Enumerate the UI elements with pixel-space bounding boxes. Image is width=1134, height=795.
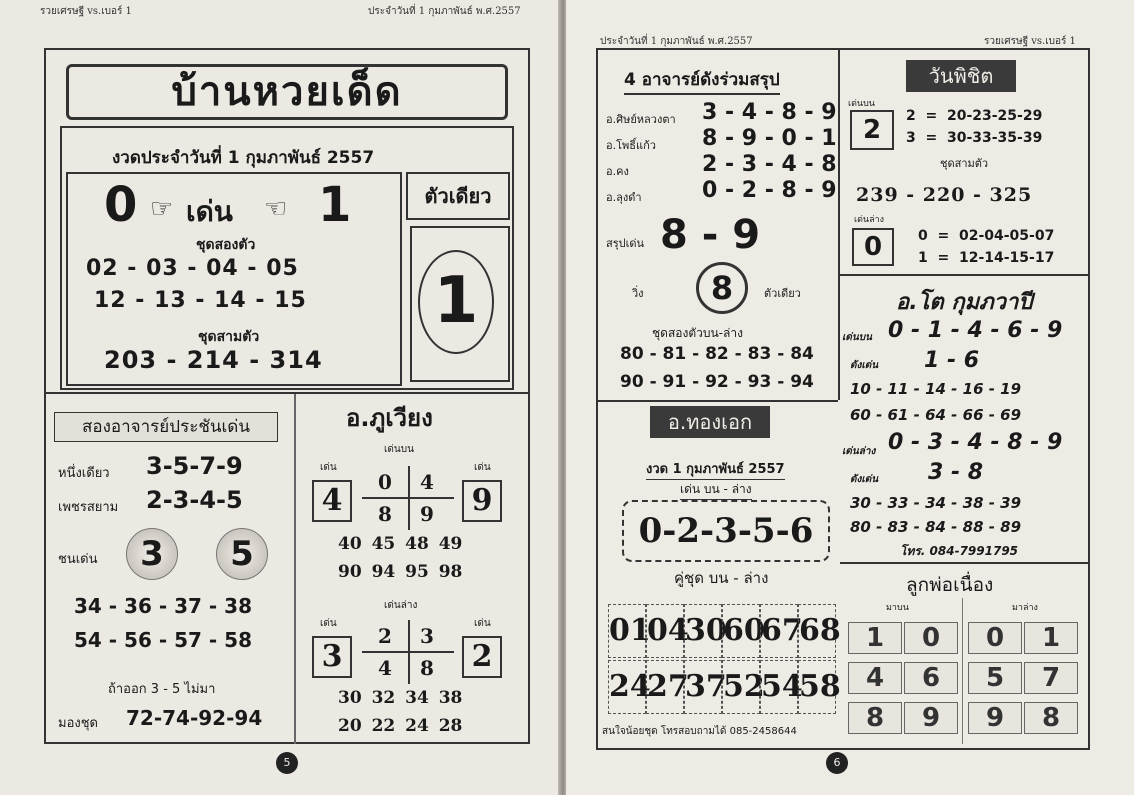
wanpichit-title-box [906, 60, 1016, 92]
toe-row-6: 80 - 83 - 84 - 88 - 89 [850, 518, 1022, 536]
teacher-nums: 0 - 2 - 8 - 9 [702, 178, 837, 203]
column-divider [294, 394, 296, 744]
play-word: เด่น [186, 195, 233, 228]
summary-label: สรุปเด่น [606, 237, 645, 250]
toe-dang-1: ดังเด่น [850, 360, 879, 371]
single-digit-oval [418, 250, 494, 354]
luk-left-cell: 4 [848, 662, 902, 694]
luk-right-cell: 9 [968, 702, 1022, 734]
nueng-nums: 3-5-7-9 [146, 452, 243, 480]
den-updown: เด่น บน - ล่าง [680, 480, 752, 500]
luk-top-label: มาบน [886, 603, 909, 613]
pair-cell: 27 [646, 660, 684, 714]
page-number: 5 [276, 752, 298, 774]
divider [44, 392, 530, 394]
toe-title: อ.โต กุมภวาปี [896, 290, 1033, 315]
left-header-title: รวยเศรษฐี vs.เบอร์ 1 [40, 6, 132, 17]
bottom-den-left: เด่น [320, 618, 337, 629]
toe-den-top: เด่นบน [842, 332, 872, 343]
line-2: 2 = 20-23-25-29 [906, 108, 1043, 124]
teacher-name: อ.โพธิ์แก้ว [606, 139, 656, 152]
contest-title: สองอาจารย์ประชันเด่น [82, 417, 250, 437]
pair-cell: 01 [608, 604, 646, 658]
big-nums: 0-2-3-5-6 [638, 511, 814, 551]
bottom-right-box [462, 636, 502, 678]
toe-phone: โทร. 084-7991795 [900, 544, 1019, 558]
luk-right-cell: 0 [968, 622, 1022, 654]
den-top-box [850, 110, 894, 150]
luk-title: ลูกพ่อเนื่อง [906, 574, 994, 596]
toe-dang-2: ดังเด่น [850, 474, 879, 485]
right-header-date: ประจำวันที่ 1 กุมภาพันธ์ พ.ศ.2557 [600, 36, 753, 47]
luk-right-cell: 8 [1024, 702, 1078, 734]
teacher-nums: 3 - 4 - 8 - 9 [702, 100, 837, 125]
bottom-grid-cell: 2 [378, 624, 392, 648]
single-label: ตัวเดียว [424, 184, 492, 208]
four-title: 4 อาจารย์ดังร่วมสรุป [624, 66, 780, 95]
pair-cell: 67 [760, 604, 798, 658]
den-top-label: เด่นบน [848, 99, 875, 109]
petch-nums: 2-3-4-5 [146, 486, 243, 514]
pair-cell: 37 [684, 660, 722, 714]
top-row-1: 40 45 48 49 [338, 534, 463, 554]
two-set-label: ชุดสองตัวบน-ล่าง [652, 326, 743, 340]
teacher-name: อ.ลุงดำ [606, 191, 642, 204]
top-grid-cell: 4 [420, 470, 434, 494]
top-grid-cell: 8 [378, 502, 392, 526]
toe-row-1: 0 - 1 - 4 - 6 - 9 [888, 318, 1063, 343]
note-text: ถ้าออก 3 - 5 ไม่มา [108, 682, 216, 697]
toe-dang-2-nums: 3 - 8 [928, 460, 984, 485]
big-nums-box [622, 500, 830, 562]
luk-right-cell: 7 [1024, 662, 1078, 694]
title-text: บ้านหวยเด็ด [171, 69, 403, 115]
bottom-grid-cell: 3 [420, 624, 434, 648]
pair-cell: 58 [798, 660, 836, 714]
teacher-name: อ.คง [606, 165, 629, 178]
single-label-box [406, 172, 510, 220]
pair-cell: 54 [760, 660, 798, 714]
teacher-nums: 2 - 3 - 4 - 8 [702, 152, 837, 177]
toe-row-4: 0 - 3 - 4 - 8 - 9 [888, 430, 1063, 455]
chon-label: ชนเด่น [58, 552, 98, 567]
summary-nums: 8 - 9 [660, 212, 761, 258]
pair-cell: 68 [798, 604, 836, 658]
hand-right-icon: ☞ [150, 194, 174, 224]
bottom-grid-hline [362, 651, 454, 653]
two-set-row-1: 80 - 81 - 82 - 83 - 84 [620, 344, 814, 364]
row-divider-left [598, 400, 838, 402]
top-label: เด่นบน [384, 444, 414, 455]
wing-label: วิ่ง [632, 287, 644, 300]
play-left-digit: 0 [104, 177, 138, 233]
luk-bottom-label: มาล่าง [1012, 603, 1038, 613]
bottom-den-right: เด่น [474, 618, 491, 629]
top-left-digit: 4 [321, 483, 343, 518]
three-digit-label: ชุดสามตัว [198, 329, 260, 345]
top-den-left: เด่น [320, 462, 337, 473]
left-header-date: ประจำวันที่ 1 กุมภาพันธ์ พ.ศ.2557 [368, 6, 521, 17]
petch-label: เพชรสยาม [58, 500, 119, 515]
pair-cell: 04 [646, 604, 684, 658]
luk-left-cell: 6 [904, 662, 958, 694]
three-set-nums: 239 - 220 - 325 [856, 184, 1033, 206]
teacher-nums: 8 - 9 - 0 - 1 [702, 126, 837, 151]
set-row-1: 34 - 36 - 37 - 38 [74, 594, 253, 618]
line-0: 0 = 02-04-05-07 [918, 228, 1055, 244]
mong-nums: 72-74-92-94 [126, 706, 263, 730]
chon-b-circle [216, 528, 268, 580]
luk-left-cell: 8 [848, 702, 902, 734]
toe-row-3: 60 - 61 - 64 - 66 - 69 [850, 406, 1022, 424]
toe-divider [840, 562, 1090, 564]
den-bottom-digit: 0 [863, 232, 883, 262]
toe-row-5: 30 - 33 - 34 - 38 - 39 [850, 494, 1022, 512]
set-row-2: 54 - 56 - 57 - 58 [74, 628, 253, 652]
top-den-right: เด่น [474, 462, 491, 473]
den-bottom-box [852, 228, 894, 266]
den-top-digit: 2 [862, 115, 882, 145]
contest-title-box [54, 412, 278, 442]
right-header-title: รวยเศรษฐี vs.เบอร์ 1 [984, 36, 1076, 47]
hand-left-icon: ☜ [264, 194, 288, 224]
top-grid-hline [362, 497, 454, 499]
play-right-digit: 1 [318, 177, 352, 233]
top-left-box [312, 480, 352, 522]
page-number: 6 [826, 752, 848, 774]
col-divider-top [838, 50, 840, 400]
top-right-digit: 9 [471, 483, 493, 518]
den-bottom-label: เด่นล่าง [854, 215, 885, 225]
draw-date: งวด 1 กุมภาพันธ์ 2557 [646, 458, 785, 480]
top-right-box [462, 480, 502, 522]
wanpichit-title: วันพิชิต [928, 64, 994, 88]
toe-row-2: 10 - 11 - 14 - 16 - 19 [850, 380, 1022, 398]
mong-label: มองชุด [58, 716, 98, 731]
chon-b: 5 [230, 534, 254, 574]
tongake-title-box [650, 406, 770, 438]
pair-label: คู่ชุด บน - ล่าง [674, 569, 769, 587]
top-grid-cell: 9 [420, 502, 434, 526]
pair-cell: 52 [722, 660, 760, 714]
line-1: 1 = 12-14-15-17 [918, 250, 1055, 266]
two-set-row-2: 90 - 91 - 92 - 93 - 94 [620, 372, 814, 392]
bottom-right-digit: 2 [471, 639, 493, 674]
bottom-row-1: 30 32 34 38 [338, 688, 463, 708]
chon-a-circle [126, 528, 178, 580]
two-digit-row-1: 02 - 03 - 04 - 05 [86, 256, 299, 281]
wanpichit-divider [840, 274, 1090, 276]
left-page [0, 0, 560, 795]
luk-left-cell: 9 [904, 702, 958, 734]
bottom-label: เด่นล่าง [384, 600, 418, 611]
three-digit-row: 203 - 214 - 314 [104, 346, 323, 374]
wing-single-label: ตัวเดียว [764, 287, 801, 300]
nueng-label: หนึ่งเดียว [58, 466, 110, 481]
teacher-name: อ.ศิษย์หลวงตา [606, 113, 676, 126]
bottom-grid-cell: 4 [378, 656, 392, 680]
chon-a: 3 [140, 534, 164, 574]
wing-digit: 8 [710, 269, 734, 307]
top-row-2: 90 94 95 98 [338, 562, 463, 582]
line-3: 3 = 30-33-35-39 [906, 130, 1043, 146]
contact-text: สนใจน้อยชุด โทรสอบถามได้ 085-2458644 [602, 726, 797, 737]
bottom-grid-cell: 8 [420, 656, 434, 680]
pair-cell: 30 [684, 604, 722, 658]
title-banner [66, 64, 508, 120]
pair-cell: 60 [722, 604, 760, 658]
tongake-title: อ.ทองเอก [667, 410, 753, 434]
bottom-left-digit: 3 [321, 639, 343, 674]
right-page [566, 0, 1134, 795]
phu-title: อ.ภูเวียง [346, 404, 433, 432]
toe-dang-1-nums: 1 - 6 [924, 348, 980, 373]
two-digit-row-2: 12 - 13 - 14 - 15 [94, 288, 307, 313]
luk-left-cell: 0 [904, 622, 958, 654]
luk-divider [962, 598, 963, 744]
single-digit: 1 [433, 264, 479, 338]
toe-den-bottom: เด่นล่าง [842, 446, 876, 457]
luk-right-cell: 5 [968, 662, 1022, 694]
draw-label: งวดประจำวันที่ 1 กุมภาพันธ์ 2557 [112, 148, 375, 168]
pair-cell: 24 [608, 660, 646, 714]
top-grid-cell: 0 [378, 470, 392, 494]
two-digit-label: ชุดสองตัว [196, 237, 256, 253]
wing-circle [696, 262, 748, 314]
luk-left-cell: 1 [848, 622, 902, 654]
bottom-left-box [312, 636, 352, 678]
bottom-row-2: 20 22 24 28 [338, 716, 463, 736]
luk-right-cell: 1 [1024, 622, 1078, 654]
three-set-label: ชุดสามตัว [940, 157, 989, 170]
